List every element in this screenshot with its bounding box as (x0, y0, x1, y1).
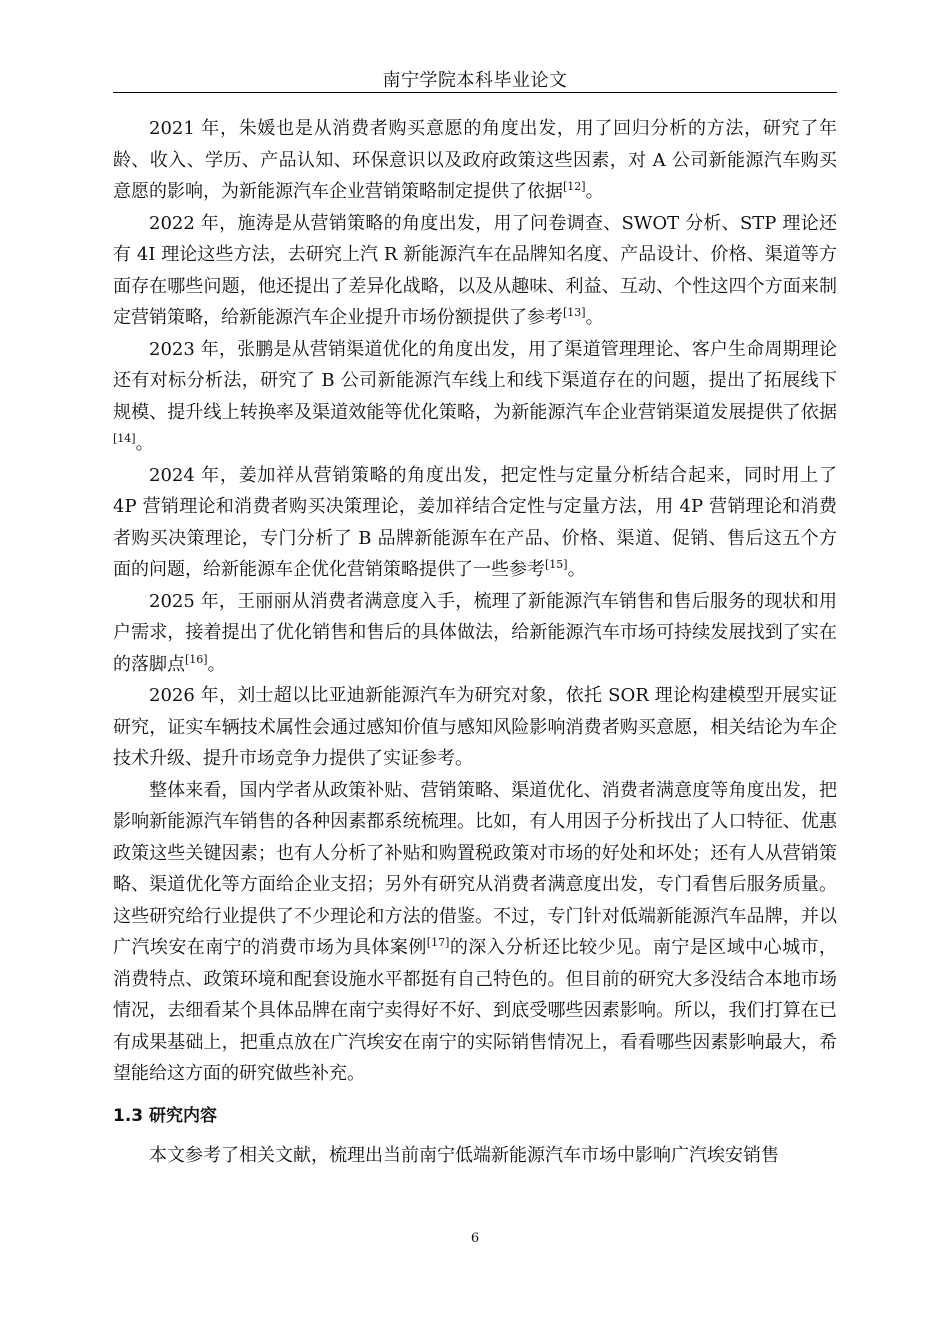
header-divider (113, 92, 837, 93)
paragraph-2024: 2024 年，姜加祥从营销策略的角度出发，把定性与定量分析结合起来，同时用上了 4P 营销理论和消费者购买决策理论，姜加祥结合定性与定量方法，用 4P 营销理论和消费者购买决策理论，专门分析了 B 品牌新能源车在产品、价格、渠道、促销、售后这五个方面的问题，给新能源车企优化营销策略提供了一些参考[15]。 (113, 464, 837, 580)
section-heading: 1.3 研究内容 (113, 1105, 218, 1126)
paragraph-research-content: 本文参考了相关文献，梳理出当前南宁低端新能源汽车市场中影响广汽埃安销售 (149, 1144, 779, 1166)
citation: [13] (563, 306, 586, 319)
paragraph-2023: 2023 年，张鹏是从营销渠道优化的角度出发，用了渠道管理理论、客户生命周期理论还有对标分析法，研究了 B 公司新能源汽车线上和线下渠道存在的问题，提出了拓展线下规模、提升线上转换率及渠道效能等优化策略，为新能源汽车企业营销渠道发展提供了依据[14]。 (113, 338, 837, 454)
body-content (113, 113, 837, 1171)
citation: [15] (545, 558, 568, 571)
paragraph-summary: 整体来看，国内学者从政策补贴、营销策略、渠道优化、消费者满意度等角度出发，把影响新能源汽车销售的各种因素都系统梳理。比如，有人用因子分析找出了人口特征、优惠政策这些关键因素；也有人分析了补贴和购置税政策对市场的好处和坏处；还有人从营销策略、渠道优化等方面给企业支招；另外有研究从消费者满意度出发，专门看售后服务质量。这些研究给行业提供了不少理论和方法的借鉴。不过，专门针对低端新能源汽车品牌，并以广汽埃安在南宁的消费市场为具体案例[17]的深入分析还比较少见。南宁是区域中心城市，消费特点、政策环境和配套设施水平都挺有自己特色的。但目前的研究大多没结合本地市场情况，去细看某个具体品牌在南宁卖得好不好、到底受哪些因素影响。所以，我们打算在已有成果基础上，把重点放在广汽埃安在南宁的实际销售情况上，看看哪些因素影响最大，希望能给这方面的研究做些补充。 (113, 779, 838, 1084)
citation: [12] (563, 180, 586, 193)
page-number: 6 (470, 1231, 480, 1246)
citation: [16] (185, 652, 208, 666)
paragraph-2025: 2025 年，王丽丽从消费者满意度入手，梳理了新能源汽车销售和售后服务的现状和用户需求，接着提出了优化销售和售后的具体做法，给新能源汽车市场可持续发展找到了实在的落脚点[16]。 (113, 590, 837, 675)
running-header-title: 南宁学院本科毕业论文 (382, 70, 568, 91)
citation: [17] (426, 936, 450, 949)
paragraph-2022: 2022 年，施涛是从营销策略的角度出发，用了问卷调查、SWOT 分析、STP 理论还有 4I 理论这些方法，去研究上汽 R 新能源汽车在品牌知名度、产品设计、价格、渠道等方面存在哪些问题，他还提出了差异化战略，以及从趣味、利益、互动、个性这四个方面来制定营销策略，给新能源汽车企业提升市场份额提供了参考[13]。 (113, 212, 837, 328)
paragraph-2026: 2026 年，刘士超以比亚迪新能源汽车为研究对象，依托 SOR 理论构建模型开展实证研究，证实车辆技术属性会通过感知价值与感知风险影响消费者购买意愿，相关结论为车企技术升级、提升市场竞争力提供了实证参考。 (113, 685, 837, 769)
citation: [14] (113, 432, 136, 445)
paragraph-2021: 2021 年，朱媛也是从消费者购买意愿的角度出发，用了回归分析的方法，研究了年龄、收入、学历、产品认知、环保意识以及政府政策这些因素，对 A 公司新能源汽车购买意愿的影响，为新能源汽车企业营销策略制定提供了依据[12]。 (113, 118, 837, 202)
